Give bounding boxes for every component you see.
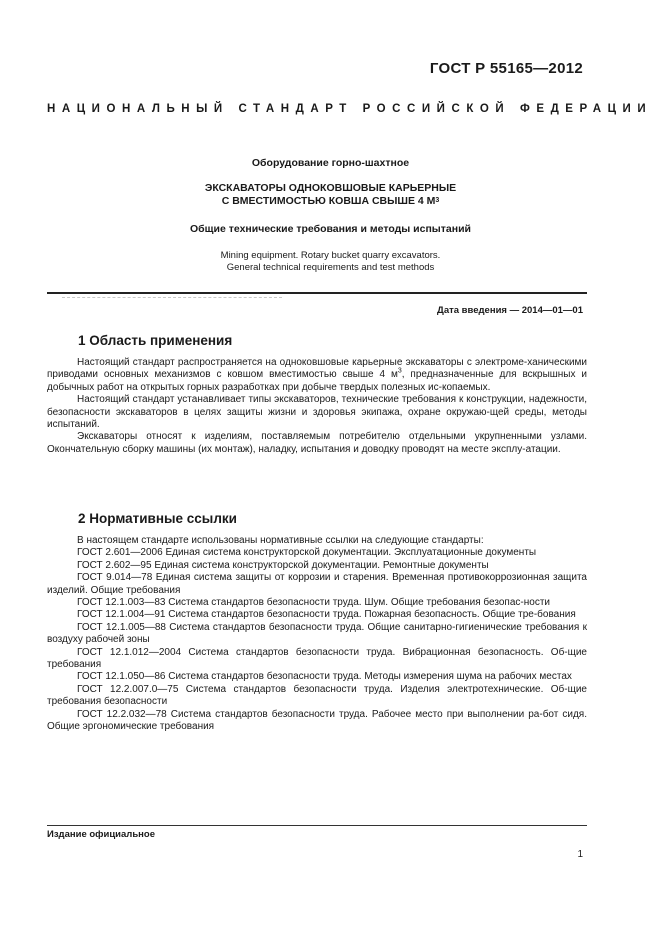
edition-note: Издание официальное bbox=[47, 829, 155, 840]
section-2-body bbox=[47, 535, 587, 734]
footer-divider bbox=[47, 825, 587, 826]
section-1-body bbox=[47, 357, 587, 456]
main-title-line-2-text: С ВМЕСТИМОСТЬЮ КОВША СВЫШЕ 4 М bbox=[221, 195, 436, 207]
subtitle: Общие технические требования и методы испытаний bbox=[190, 223, 471, 235]
main-title bbox=[0, 182, 661, 208]
reference-item: ГОСТ 12.2.007.0—75 Система стандартов безопасности труда. Изделия электротехнические. Об-щие требования безопасности bbox=[47, 683, 587, 708]
section-1-paragraph-2: Настоящий стандарт устанавливает типы экскаваторов, технические требования к конструкции, надежности, безопасности экскаваторов в целях защиты жизни и здоровья экипажа, охране окружаю-щей среды, методы испытаний. bbox=[47, 394, 587, 431]
main-title-superscript: 3 bbox=[435, 197, 440, 204]
reference-item: ГОСТ 12.1.003—83 Система стандартов безопасности труда. Шум. Общие требования безопас-ности bbox=[77, 597, 550, 609]
main-title-line-1: ЭКСКАВАТОРЫ ОДНОКОВШОВЫЕ КАРЬЕРНЫЕ bbox=[204, 182, 457, 194]
section-1-paragraph-3: Экскаваторы относят к изделиям, поставляемым потребителю отдельными укрупненными узлами. Окончательную сборку машины (их монтаж), наладку, испытания и доводку проводят на месте эксплу-атации. bbox=[47, 431, 587, 455]
section-1-paragraph-1-text-end: , предназначенные для вскрышных и добычных работ на открытых горных разработках при добыче твердых полезных ис-копаемых. bbox=[47, 369, 587, 393]
document-number: ГОСТ Р 55165—2012 bbox=[429, 60, 583, 77]
reference-item: ГОСТ 12.1.012—2004 Система стандартов безопасности труда. Вибрационная безопасность. Об-щие требования bbox=[47, 646, 587, 671]
standard-banner: НАЦИОНАЛЬНЫЙ СТАНДАРТ РОССИЙСКОЙ ФЕДЕРАЦИИ bbox=[47, 103, 653, 115]
english-title-line-1: Mining equipment. Rotary bucket quarry excavators. bbox=[220, 250, 441, 261]
reference-item: ГОСТ 12.2.032—78 Система стандартов безопасности труда. Рабочее место при выполнении ра-бот сидя. Общие эргономические требования bbox=[47, 708, 587, 733]
section-1-paragraph-1 bbox=[47, 357, 587, 394]
reference-item: ГОСТ 9.014—78 Единая система защиты от коррозии и старения. Временная противокоррозионная защита изделий. Общие требования bbox=[47, 572, 587, 596]
english-title-line-2: General technical requirements and test methods bbox=[226, 262, 435, 273]
english-title bbox=[0, 250, 661, 274]
group-title: Оборудование горно-шахтное bbox=[251, 157, 410, 169]
header-divider bbox=[47, 292, 587, 294]
section-1-paragraph-1-superscript: 3 bbox=[397, 368, 402, 376]
section-2-heading: 2 Нормативные ссылки bbox=[78, 511, 237, 526]
references-intro: В настоящем стандарте использованы нормативные ссылки на следующие стандарты: bbox=[77, 535, 484, 546]
main-title-line-2 bbox=[0, 195, 661, 208]
reference-item: ГОСТ 12.1.005—88 Система стандартов безопасности труда. Общие санитарно-гигиенические требования к воздуху рабочей зоны bbox=[47, 621, 587, 646]
reference-item: ГОСТ 12.1.050—86 Система стандартов безопасности труда. Методы измерения шума на рабочих местах bbox=[77, 671, 572, 683]
reference-item: ГОСТ 12.1.004—91 Система стандартов безопасности труда. Пожарная безопасность. Общие тре-бования bbox=[77, 609, 576, 621]
section-1-heading: 1 Область применения bbox=[78, 333, 233, 348]
reference-item: ГОСТ 2.602—95 Единая система конструкторской документации. Ремонтные документы bbox=[77, 559, 489, 571]
section-1-paragraph-1-text: Настоящий стандарт распространяется на одноковшовые карьерные экскаваторы с электроме-ханическими приводами основных механизмов с ковшом вместимостью свыше 4 м bbox=[47, 357, 587, 381]
introduction-date: Дата введения — 2014—01—01 bbox=[437, 305, 583, 316]
reference-item: ГОСТ 2.601—2006 Единая система конструкторской документации. Эксплуатационные документы bbox=[77, 547, 537, 559]
header-divider-shadow bbox=[62, 297, 282, 298]
page-number: 1 bbox=[577, 849, 583, 860]
